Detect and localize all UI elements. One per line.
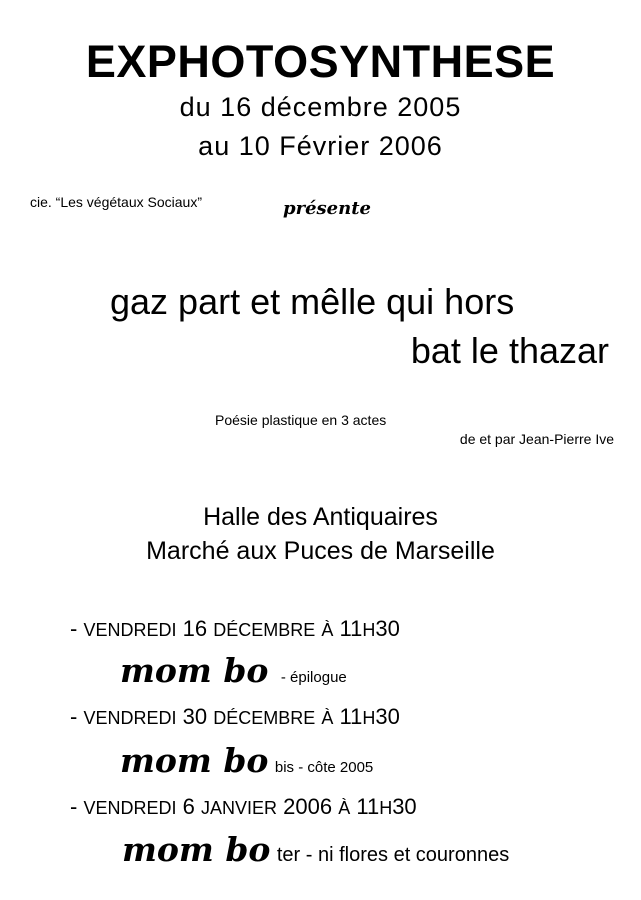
day-number: 6 — [182, 794, 195, 819]
play-author: de et par Jean-Pierre Ive — [459, 431, 614, 447]
performance-title: mom bo — [122, 830, 271, 869]
performance-date-3 — [70, 794, 417, 820]
dash: - — [70, 794, 84, 819]
presents-label: présente — [283, 198, 371, 219]
performance-title-row-2 — [120, 741, 373, 780]
performance-note: - épilogue — [280, 669, 347, 686]
play-title-line-2: bat le thazar — [410, 330, 609, 371]
venue-name: Halle des Antiquaires — [203, 503, 438, 531]
performance-title: mom bo — [120, 741, 269, 780]
hour: 11 — [356, 794, 380, 819]
day-number: 16 — [182, 616, 208, 641]
play-title-line-1: gaz part et mêlle qui hors — [110, 281, 515, 322]
performance-date-1 — [70, 616, 400, 642]
day-number: 30 — [182, 704, 208, 729]
hour-suffix: H — [362, 620, 376, 640]
at-word: À — [338, 798, 351, 818]
date-range-end: au 10 Février 2006 — [198, 131, 443, 161]
day-word: VENDREDI — [83, 798, 177, 818]
year: 2006 — [283, 794, 333, 819]
performance-title: mom bo — [120, 651, 269, 690]
play-subtitle: Poésie plastique en 3 actes — [215, 412, 387, 428]
performance-note: ter - ni flores et couronnes — [276, 844, 510, 866]
day-word: VENDREDI — [83, 708, 177, 728]
at-word: À — [321, 708, 334, 728]
minutes: 30 — [375, 704, 400, 729]
dash: - — [70, 616, 84, 641]
dash: - — [70, 704, 84, 729]
month: DÉCEMBRE — [213, 620, 316, 640]
venue-location: Marché aux Puces de Marseille — [146, 537, 495, 565]
performance-title-row-1 — [120, 651, 347, 690]
minutes: 30 — [392, 794, 417, 819]
month: DÉCEMBRE — [213, 708, 316, 728]
at-word: À — [321, 620, 334, 640]
day-word: VENDREDI — [83, 620, 177, 640]
minutes: 30 — [375, 616, 400, 641]
company-name: cie. “Les végétaux Sociaux” — [30, 194, 202, 210]
hour: 11 — [339, 616, 363, 641]
poster-title: EXPHOTOSYNTHESE — [85, 36, 556, 87]
hour-suffix: H — [362, 708, 376, 728]
date-range-start: du 16 décembre 2005 — [179, 92, 462, 122]
month: JANVIER — [200, 798, 277, 818]
hour: 11 — [339, 704, 363, 729]
performance-note: bis - côte 2005 — [274, 759, 374, 776]
performance-title-row-3 — [122, 830, 509, 869]
performance-date-2 — [70, 704, 400, 730]
hour-suffix: H — [379, 798, 393, 818]
